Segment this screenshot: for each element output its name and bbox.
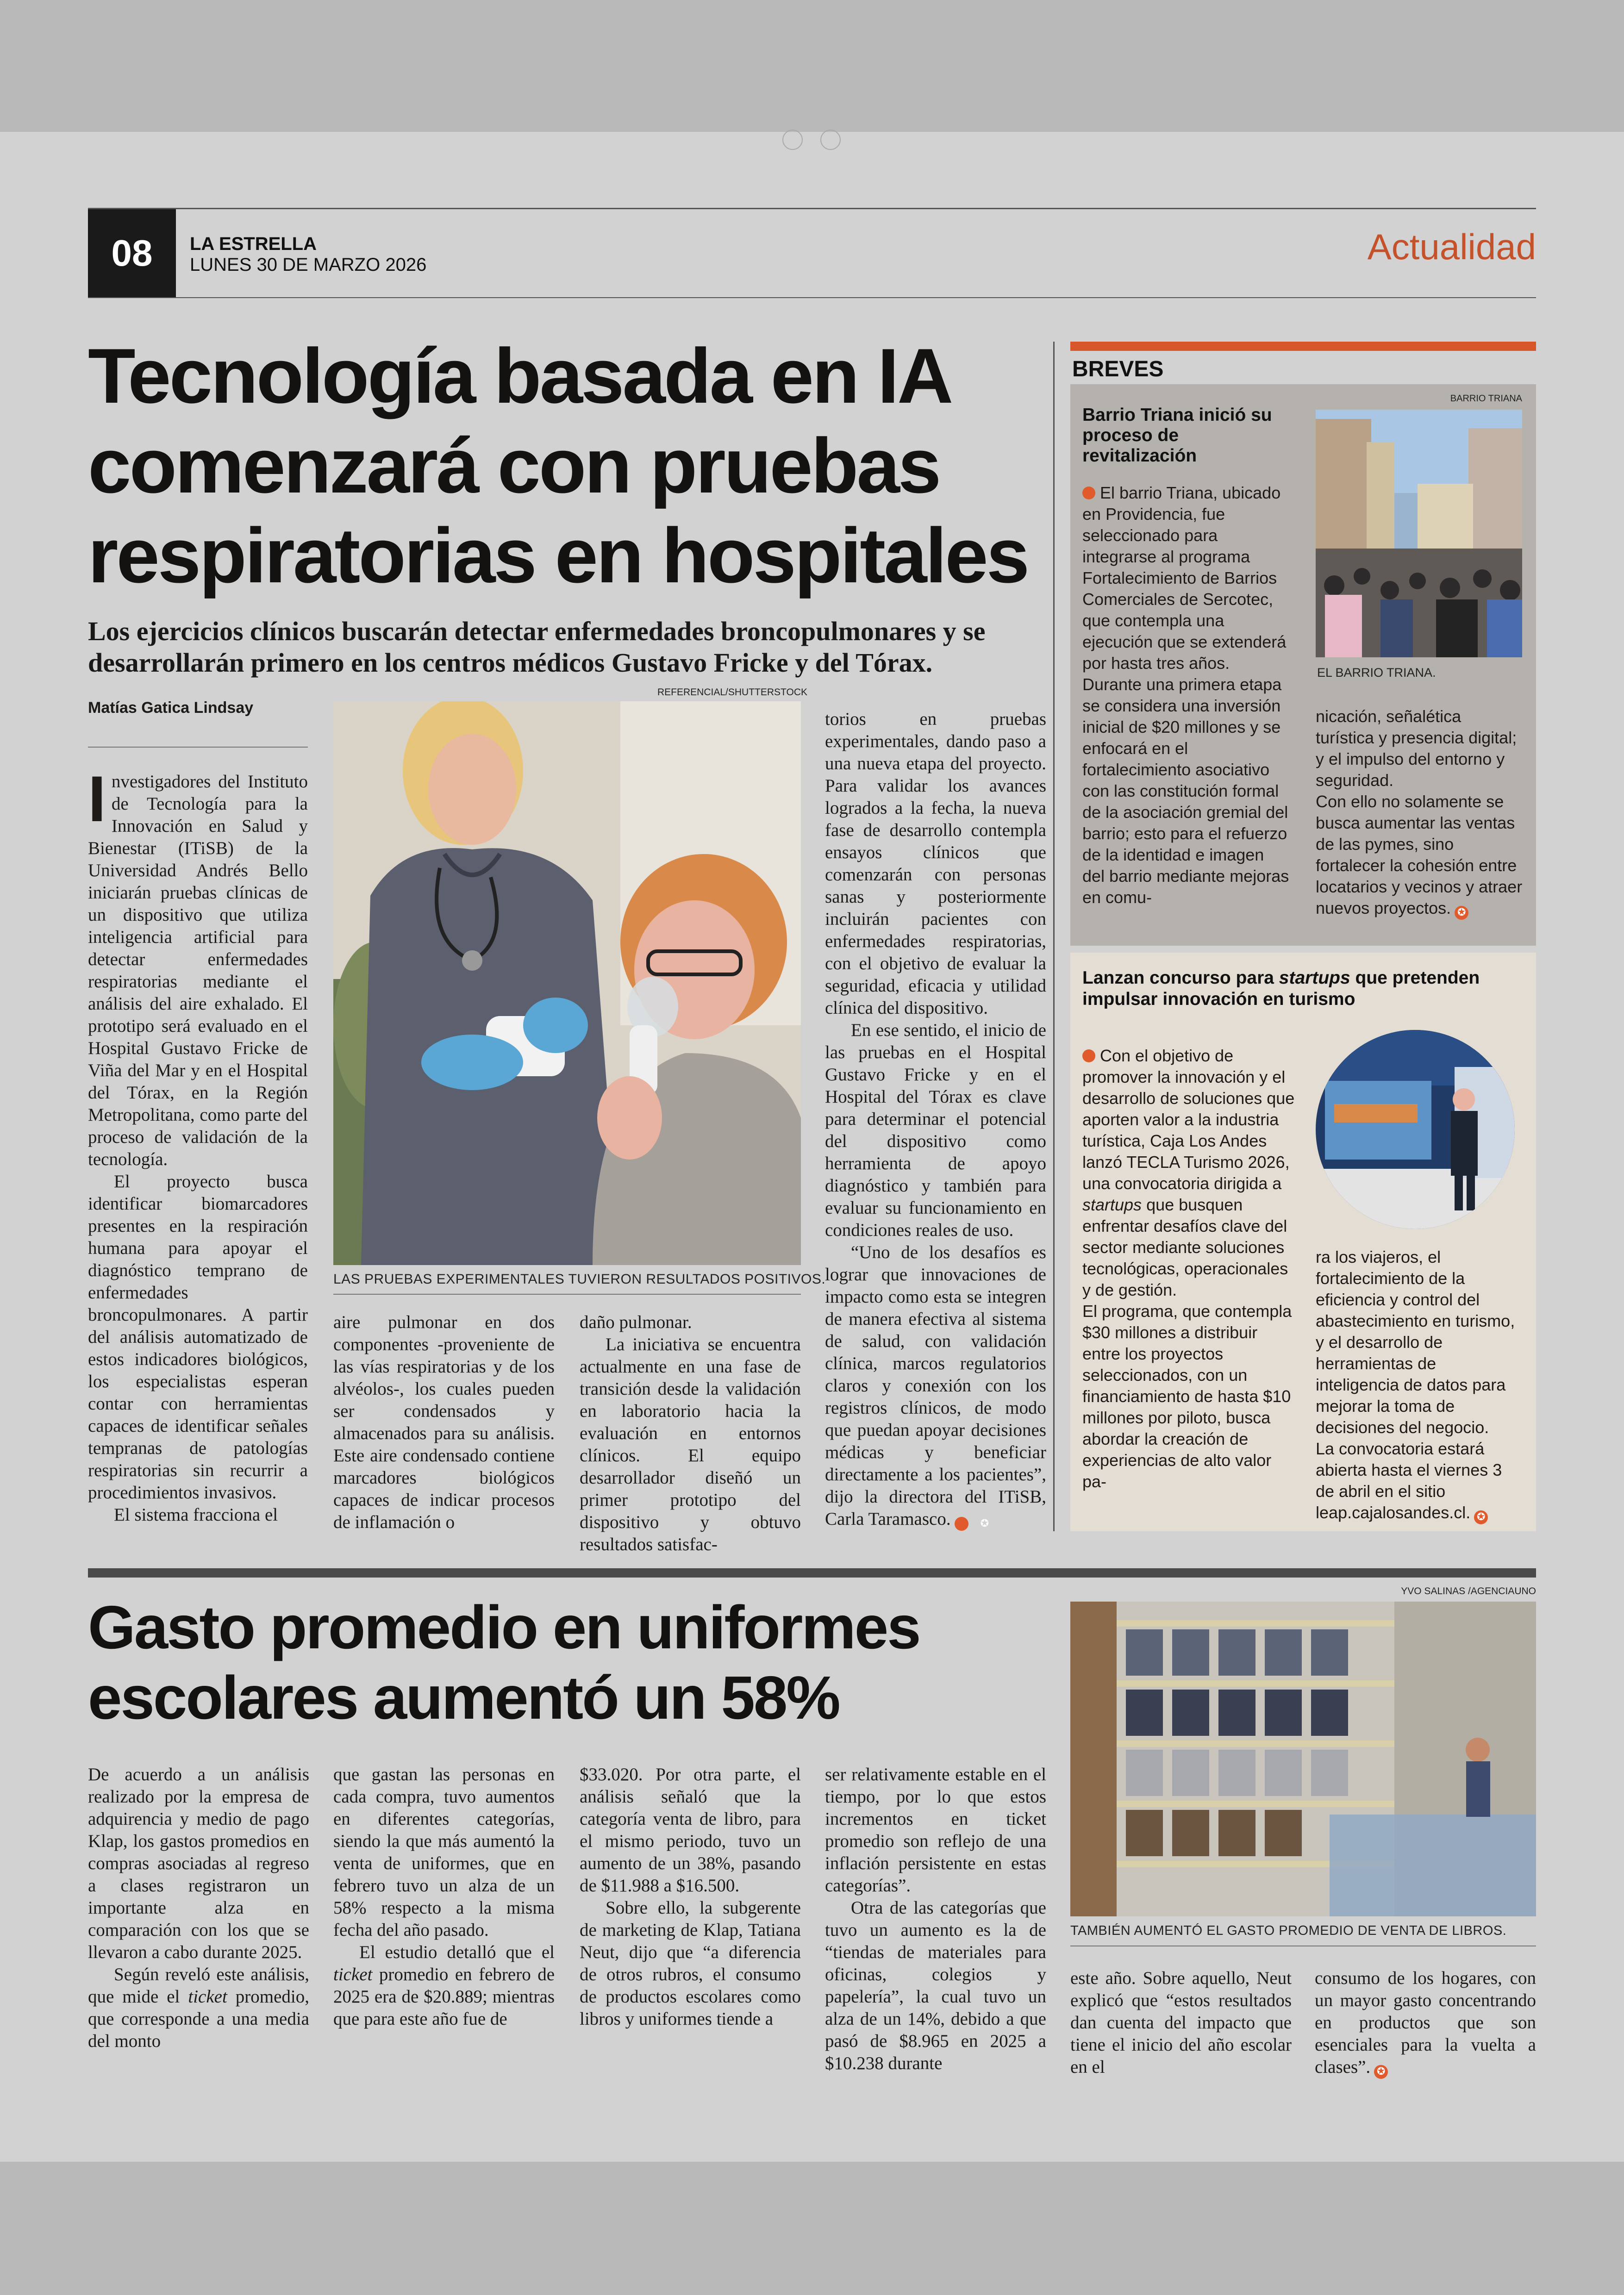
paragraph: consumo de los hogares, con un mayor gasto concentrando en productos que son esenciales para la vuelta a clases”. ✪	[1315, 1967, 1536, 2079]
paragraph: El programa, que contempla $30 millones a distribuir entre los proyectos seleccionados, con un financiamiento de hasta $10 millones por piloto, busca abordar la creación de experiencias de alto valor pa-	[1082, 1302, 1292, 1491]
paragraph: aire pulmonar en dos componentes -proveniente de las vías respiratorias y de los alvéolos-, los cuales pueden ser condensados y almacenados para su análisis. Este aire condensado contiene marcadores biológicos capaces de indicar procesos de inflamación o	[333, 1312, 555, 1532]
second-photo-caption: TAMBIÉN AUMENTÓ EL GASTO PROMEDIO DE VENTA DE LIBROS.	[1070, 1923, 1507, 1938]
paragraph: nicación, señalética turística y presencia digital; y el impulso del entorno y seguridad.	[1316, 707, 1517, 790]
second-headline: Gasto promedio en uniformes escolares aumentó un 58%	[88, 1593, 920, 1732]
breves-item2-title: Lanzan concurso para startups que pretenden impulsar innovación en turismo	[1082, 968, 1480, 1009]
breves-item1-photo	[1316, 410, 1522, 657]
end-of-article-icon: ✪	[1474, 1510, 1488, 1524]
photo-credit: REFERENCIAL/SHUTTERSTOCK	[657, 687, 807, 698]
paragraph: Según reveló este análisis, que mide el ticket promedio, que corresponde a una media del monto	[88, 1964, 310, 2051]
caption-rule	[333, 1294, 801, 1295]
quote-text: “Uno de los desafíos es lograr que innovaciones de impacto como esta se integren de manera efectiva al sistema de salud, con validación clínica, marcos regulatorios claros y conexión con los registros clínicos, de modo que puedan apoyar decisiones médicas y beneficiar directamente a los pacientes”, dijo la directora del ITiSB, Carla Taramasco.	[825, 1242, 1046, 1529]
paragraph: Con el objetivo de promover la innovación y el desarrollo de soluciones que aporten valor a la industria turística, Caja Los Andes lanzó TECLA Turismo 2026, una convocatoria dirigida a startups que busquen enfrentar desafíos clave del sector mediante soluciones tecnológicas, operacionales y de gestión.	[1082, 1046, 1295, 1299]
second-photo	[1070, 1602, 1536, 1916]
second-article-column-2	[333, 1764, 555, 2030]
second-photo-credit: YVO SALINAS /AGENCIAUNO	[1401, 1586, 1536, 1597]
paragraph: daño pulmonar.	[580, 1312, 692, 1332]
paragraph: El estudio detalló que el ticket promedio en febrero de 2025 era de $20.889; mientras que para este año fue de	[333, 1942, 555, 2029]
paper-name: LA ESTRELLA	[190, 234, 317, 254]
breves-item2-photo	[1316, 1030, 1515, 1229]
byline: Matías Gatica Lindsay	[88, 699, 254, 717]
second-article-column-4	[825, 1764, 1046, 2075]
breves-item1-title: Barrio Triana inició su proceso de revitalización	[1082, 405, 1272, 466]
paragraph: que gastan las personas en cada compra, tuvo aumentos en diferentes categorías, siendo la que más aumentó la venta de uniformes, que en febrero tuvo un alza de un 58% respecto a la misma fecha del año pasado.	[333, 1765, 555, 1940]
second-article-column-3	[580, 1764, 801, 2030]
main-article-column-3	[580, 1311, 801, 1556]
paragraph: De acuerdo a un análisis realizado por la empresa de adquirencia y medio de pago Klap, los gastos promedios en compras asociadas al regreso a clases registraron un importante alza en comparación con los que se llevaron a cabo durante 2025.	[88, 1765, 309, 1962]
drop-cap: I	[88, 762, 106, 835]
main-article-column-2	[333, 1311, 555, 1534]
orange-dot-icon	[1082, 486, 1095, 499]
column-divider	[1053, 342, 1055, 1531]
breves-item1-credit: BARRIO TRIANA	[1450, 393, 1522, 404]
paragraph: Durante una primera etapa se considera una inversión inicial de $20 millones y se enfocará en el fortalecimiento asociativo con las constitución formal de la asociación gremial del barrio; esto para el refuerzo de la identidad e imagen del barrio mediante mejoras en comu-	[1082, 675, 1289, 907]
paragraph: ra los viajeros, el fortalecimiento de la eficiencia y control del abastecimiento en turismo, y el desarrollo de herramientas de inteligencia de datos para mejorar la toma de decisiones del negocio.	[1316, 1247, 1515, 1437]
main-article-column-4	[825, 708, 1046, 1531]
paragraph: $33.020. Por otra parte, el análisis señaló que la categoría venta de libro, para el mismo periodo, tuvo un aumento de un 38%, pasando de $11.988 a $16.500.	[580, 1765, 801, 1896]
paragraph: Otra de las categorías que tuvo un aumento es la de “tiendas de materiales para oficinas, colegios y papelería”, la cual tuvo un alza de un 14%, debido a que pasó de $8.965 en 2025 a $10.238 durante	[825, 1898, 1046, 2073]
paragraph: torios en pruebas experimentales, dando paso a una nueva etapa del proyecto. Para validar los avances logrados a la fecha, la nueva fase de desarrollo contempla ensayos clínicos que comenzarán con personas sanas y posteriormente incluirán pacientes con enfermedades respiratorias, con el objetivo de evaluar la seguridad, eficacia y utilidad clínica del dispositivo.	[825, 709, 1046, 1018]
uniform-store-image	[1070, 1602, 1536, 1916]
breves-item1-caption: EL BARRIO TRIANA.	[1317, 666, 1436, 680]
breves-item2-column-1	[1082, 1045, 1295, 1492]
nurse-patient-image	[333, 701, 801, 1265]
main-photo-caption: LAS PRUEBAS EXPERIMENTALES TUVIERON RESULTADOS POSITIVOS.	[333, 1272, 826, 1287]
breves-label: BREVES	[1072, 357, 1164, 381]
orange-dot-icon	[1082, 1049, 1095, 1062]
end-of-article-icon: ✪	[1455, 906, 1468, 920]
paragraph	[825, 1241, 1046, 1531]
main-headline: Tecnología basada en IA comenzará con pruebas respiratorias en hospitales	[88, 332, 1028, 599]
paragraph: nvestigadores del Instituto de Tecnología para la Innovación en Salud y Bienestar (ITiSB) de la Universidad Andrés Bello iniciarán pruebas clínicas de un dispositivo que utiliza inteligencia artificial para detectar enfermedades respiratorias mediante el análisis del aire exhalado. El prototipo será evaluado en el Hospital Gustavo Fricke de Viña del Mar y en el Hospital del Tórax, en la Región Metropolitana, como parte del proceso de validación de la tecnología.	[88, 772, 308, 1169]
paragraph: este año. Sobre aquello, Neut explicó que “estos resultados dan cuenta del impacto que tiene el inicio del año escolar en el	[1070, 1968, 1292, 2077]
section-label: Actualidad	[1367, 226, 1536, 267]
second-article-column-5	[1070, 1967, 1292, 2078]
presenter-image	[1316, 1030, 1515, 1229]
paragraph: La convocatoria estará abierta hasta el viernes 3 de abril en el sitio leap.cajalosandes.cl. ✪	[1316, 1438, 1524, 1524]
breves-item1-column-1	[1082, 482, 1291, 908]
main-photo	[333, 701, 801, 1265]
second-article-column-6	[1315, 1967, 1536, 2079]
second-article-column-1	[88, 1764, 309, 2052]
page-number: 08	[88, 209, 176, 297]
page-indicator-icon	[782, 130, 803, 150]
byline-rule	[88, 747, 308, 748]
paragraph: En ese sentido, el inicio de las pruebas en el Hospital Gustavo Fricke y en el Hospital del Tórax es clave para determinar el potencial del dispositivo como herramienta de apoyo diagnóstico y también para evaluar su funcionamiento en condiciones reales de uso.	[825, 1020, 1046, 1240]
paragraph: Con ello no solamente se busca aumentar las ventas de las pymes, sino fortalecer la cohesión entre locatarios y vecinos y atraer nuevos proyectos. ✪	[1316, 791, 1524, 920]
breves-item1-column-2	[1316, 706, 1524, 920]
paragraph: El barrio Triana, ubicado en Providencia, fue seleccionado para integrarse al programa Fortalecimiento de Barrios Comerciales de Sercotec, que contempla una ejecución que se extenderá por hasta tres años.	[1082, 483, 1287, 673]
issue-date: LUNES 30 DE MARZO 2026	[190, 255, 427, 275]
end-of-article-icon: ✪	[955, 1517, 968, 1531]
header-bottom-rule	[88, 297, 1536, 298]
paragraph: El proyecto busca identificar biomarcadores presentes en la respiración humana para apoyar el diagnóstico temprano de enfermedades broncopulmonares. A partir del análisis automatizado de estos indicadores biológicos, los especialistas esperan contar con herramientas capaces de identificar señales tempranas de patologías respiratorias sin recurrir a procedimientos invasivos.	[88, 1172, 308, 1503]
paragraph: La iniciativa se encuentra actualmente en una fase de transición desde la validación en laboratorio hacia la evaluación en entornos clínicos. El equipo desarrollador diseñó un primer prototipo del dispositivo y obtuvo resultados satisfac-	[580, 1335, 801, 1554]
end-of-article-icon: ✪	[1374, 2065, 1388, 2079]
main-subtitle: Los ejercicios clínicos buscarán detectar enfermedades broncopulmonares y se desarrollarán primero en los centros médicos Gustavo Fricke y del Tórax.	[88, 616, 986, 678]
breves-item2-column-2	[1316, 1247, 1524, 1524]
street-crowd-image	[1316, 410, 1522, 657]
header-top-rule	[88, 208, 1536, 209]
paragraph: ser relativamente estable en el tiempo, por lo que estos incrementos en ticket promedio son reflejo de una inflación persistente en estas categorías”.	[825, 1765, 1046, 1896]
breves-top-bar	[1070, 342, 1536, 351]
page-indicator-icon	[820, 130, 841, 150]
section-divider-bar	[88, 1568, 1536, 1578]
main-article-column-1	[88, 762, 308, 1526]
paragraph: Sobre ello, la subgerente de marketing de Klap, Tatiana Neut, dijo que “a diferencia de otros rubros, el consumo de productos escolares como libros y uniformes tiende a	[580, 1898, 801, 2029]
paragraph: El sistema fracciona el	[114, 1505, 278, 1525]
